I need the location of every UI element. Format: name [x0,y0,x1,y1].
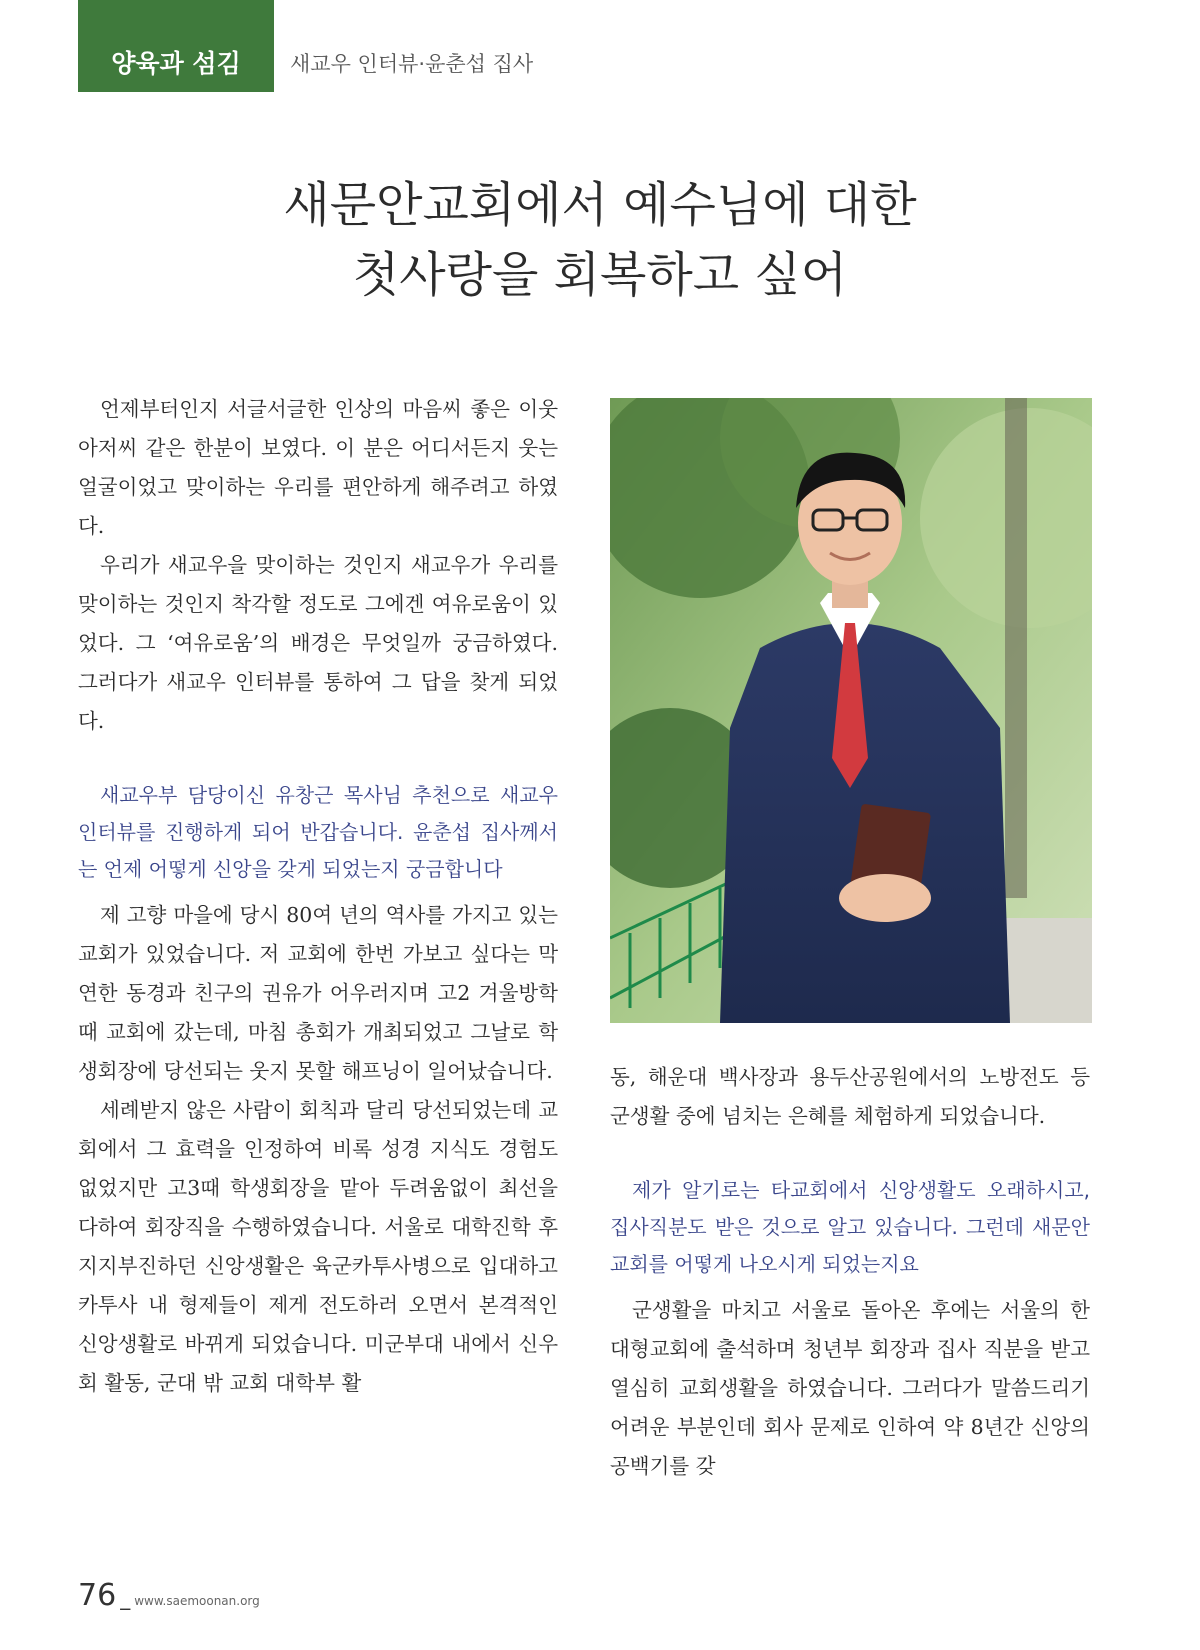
article-title [0,170,1200,310]
portrait-photo [610,398,1092,1023]
section-tab [78,0,274,92]
page-number: 76 [78,1578,117,1613]
page-footer [78,1578,260,1613]
title-line-1: 새문안교회에서 예수님에 대한 [283,177,917,233]
website-url: www.saemoonan.org [134,1594,260,1608]
intro-paragraph-2: 우리가 새교우을 맞이하는 것인지 새교우가 우리를 맞이하는 것인지 착각할 정도로 그에겐 여유로움이 있었다. 그 ‘여유로움’의 배경은 무엇일까 궁금하였다. 그러다가 새교우 인터뷰를 통하여 그 답을 찾게 되었다. [78,553,558,733]
right-column [610,1058,1090,1486]
question-2: 제가 알기로는 타교회에서 신앙생활도 오래하시고, 집사직분도 받은 것으로 알고 있습니다. 그런데 새문안교회를 어떻게 나오시게 되었는지요 [610,1178,1090,1276]
footer-separator: _ [120,1586,131,1610]
title-line-2: 첫사랑을 회복하고 싶어 [352,247,848,303]
intro-paragraph-1: 언제부터인지 서글서글한 인상의 마음씨 좋은 이웃 아저씨 같은 한분이 보였다. 이 분은 어디서든지 웃는 얼굴이었고 맞이하는 우리를 편안하게 해주려고 하였다. [78,397,558,538]
portrait-photo-illustration [610,398,1092,1023]
answer-1-paragraph-1: 제 고향 마을에 당시 80여 년의 역사를 가지고 있는 교회가 있었습니다. 저 교회에 한번 가보고 싶다는 막연한 동경과 친구의 권유가 어우러지며 고2 겨울방학때 교회에 갔는데, 마침 총회가 개최되었고 그날로 학생회장에 당선되는 웃지 못할 해프닝이 일어났습니다. [78,903,558,1083]
section-label: 양육과 섬김 [111,49,241,78]
answer-2-paragraph-1: 군생활을 마치고 서울로 돌아온 후에는 서울의 한 대형교회에 출석하며 청년부 회장과 집사 직분을 받고 열심히 교회생활을 하였습니다. 그러다가 말씀드리기 어려운 부분인데 회사 문제로 인하여 약 8년간 신앙의 공백기를 갖 [610,1298,1090,1478]
answer-1-continued: 동, 해운대 백사장과 용두산공원에서의 노방전도 등 군생활 중에 넘치는 은혜를 체험하게 되었습니다. [610,1065,1090,1128]
article-subtitle: 새교우 인터뷰·윤춘섭 집사 [290,52,534,76]
question-1: 새교우부 담당이신 유창근 목사님 추천으로 새교우 인터뷰를 진행하게 되어 반갑습니다. 윤춘섭 집사께서는 언제 어떻게 신앙을 갖게 되었는지 궁금합니다 [78,783,558,881]
answer-1-paragraph-2: 세례받지 않은 사람이 회칙과 달리 당선되었는데 교회에서 그 효력을 인정하여 비록 성경 지식도 경험도 없었지만 고3때 학생회장을 맡아 두려움없이 최선을 다하여 회장직을 수행하였습니다. 서울로 대학진학 후 지지부진하던 신앙생활은 육군카투사병으로 입대하고 카투사 내 형제들이 제게 전도하러 오면서 본격적인 신앙생활로 바뀌게 되었습니다. 미군부대 내에서 신우회 활동, 군대 밖 교회 대학부 활 [78,1098,558,1395]
left-column [78,390,558,1403]
